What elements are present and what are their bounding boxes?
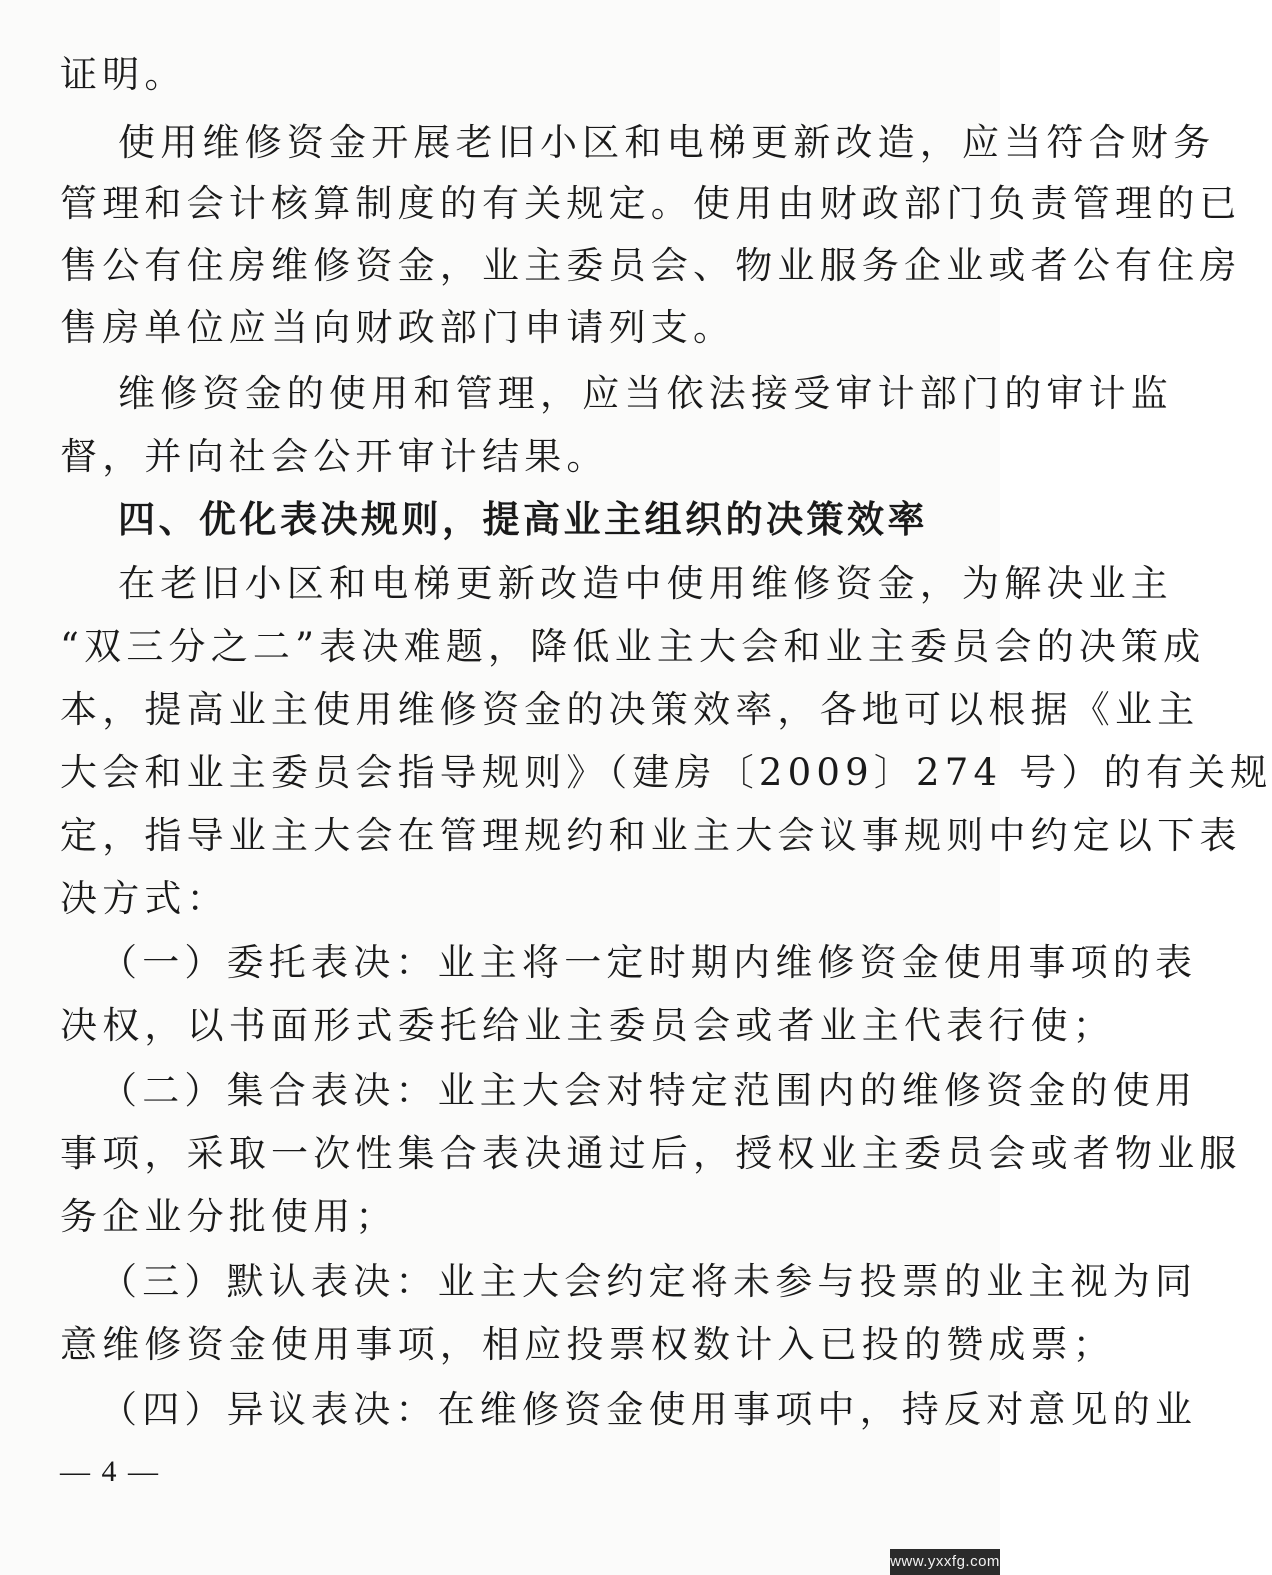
text-line: 管理和会计核算制度的有关规定。使用由财政部门负责管理的已 bbox=[60, 182, 1242, 225]
text-line: 使用维修资金开展老旧小区和电梯更新改造，应当符合财务 bbox=[118, 121, 1216, 164]
list-item-4: （四）异议表决：在维修资金使用事项中，持反对意见的业 bbox=[100, 1388, 1198, 1431]
list-item-3: （三）默认表决：业主大会约定将未参与投票的业主视为同 bbox=[100, 1260, 1198, 1303]
text-line: 决权，以书面形式委托给业主委员会或者业主代表行使； bbox=[60, 1004, 1115, 1047]
text-line: 本，提高业主使用维修资金的决策效率，各地可以根据《业主 bbox=[60, 688, 1200, 731]
text-line: “双三分之二”表决难题，降低业主大会和业主委员会的决策成 bbox=[60, 625, 1206, 668]
text-line: 务企业分批使用； bbox=[60, 1195, 398, 1238]
text-line: 大会和业主委员会指导规则》（建房〔2009〕274 号）的有关规 bbox=[60, 751, 1272, 794]
text-line: 售房单位应当向财政部门申请列支。 bbox=[60, 306, 736, 349]
text-line: 在老旧小区和电梯更新改造中使用维修资金，为解决业主 bbox=[118, 562, 1173, 605]
text-line: 督，并向社会公开审计结果。 bbox=[60, 435, 609, 478]
text-line: 事项，采取一次性集合表决通过后，授权业主委员会或者物业服 bbox=[60, 1132, 1242, 1175]
text-line: 维修资金的使用和管理，应当依法接受审计部门的审计监 bbox=[118, 372, 1173, 415]
text-line: 决方式： bbox=[60, 877, 229, 920]
page-number: — 4 — bbox=[60, 1455, 160, 1488]
list-item-1: （一）委托表决：业主将一定时期内维修资金使用事项的表 bbox=[100, 941, 1198, 984]
text-line: 意维修资金使用事项，相应投票权数计入已投的赞成票； bbox=[60, 1323, 1115, 1366]
list-item-2: （二）集合表决：业主大会对特定范围内的维修资金的使用 bbox=[100, 1069, 1198, 1112]
text-line: 证明。 bbox=[60, 53, 187, 96]
text-line: 售公有住房维修资金，业主委员会、物业服务企业或者公有住房 bbox=[60, 244, 1242, 287]
text-line: 定，指导业主大会在管理规约和业主大会议事规则中约定以下表 bbox=[60, 814, 1242, 857]
watermark: www.yxxfg.com bbox=[890, 1549, 1000, 1575]
section-heading: 四、优化表决规则，提高业主组织的决策效率 bbox=[118, 498, 928, 541]
